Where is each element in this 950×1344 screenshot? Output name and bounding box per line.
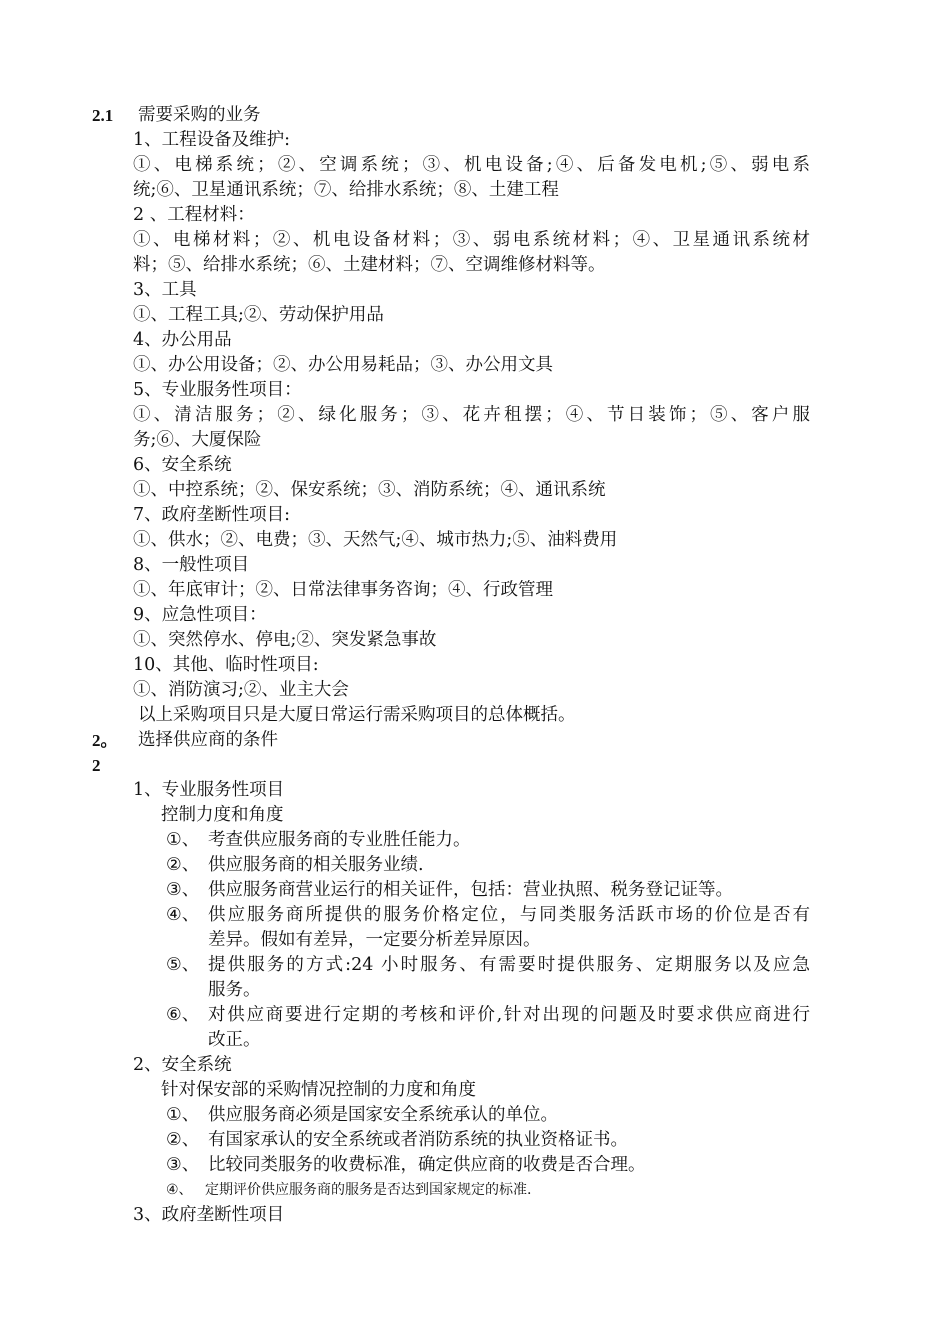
- point-marker: ④、: [166, 1182, 193, 1198]
- section-number-continued: 2: [92, 756, 101, 775]
- point-text: 供应服务商必须是国家安全系统承认的单位。: [208, 1105, 558, 1125]
- item-label: 10、其他、临时性项目:: [133, 655, 319, 675]
- item-label: 2 、工程材料：: [133, 205, 255, 225]
- subsection-intro: 控制力度和角度: [161, 805, 284, 825]
- point-text-continued: 差异。假如有差异，一定要分析差异原因。: [208, 930, 541, 950]
- point-text: 提供服务的方式:24 小时服务、有需要时提供服务、定期服务以及应急: [208, 955, 810, 975]
- point-marker: ②、: [166, 855, 200, 875]
- point-marker: ①、: [166, 1105, 200, 1125]
- item-label: 5、专业服务性项目：: [133, 380, 302, 400]
- item-detail: ①、消防演习;②、业主大会: [133, 680, 349, 700]
- section-title: 需要采购的业务: [138, 105, 261, 125]
- item-detail: ①、中控系统；②、保安系统；③、消防系统；④、通讯系统: [133, 480, 606, 500]
- item-label: 1、工程设备及维护:: [133, 130, 291, 150]
- point-text: 供应服务商的相关服务业绩.: [208, 855, 424, 875]
- point-text: 定期评价供应服务商的服务是否达到国家规定的标准.: [205, 1182, 532, 1198]
- point-marker: ⑥、: [166, 1005, 200, 1025]
- item-detail: ①、清洁服务；②、绿化服务；③、花卉租摆；④、节日装饰；⑤、客户服: [133, 405, 810, 425]
- point-text: 供应服务商营业运行的相关证件，包括：营业执照、税务登记证等。: [208, 880, 733, 900]
- section-number: 2.1: [92, 106, 114, 125]
- point-marker: ④、: [166, 905, 200, 925]
- point-text-continued: 服务。: [208, 980, 261, 1000]
- point-marker: ③、: [166, 880, 200, 900]
- section-title: 选择供应商的条件: [138, 730, 278, 750]
- point-marker: ③、: [166, 1155, 200, 1175]
- item-detail: 料；⑤、给排水系统；⑥、土建材料；⑦、空调维修材料等。: [133, 255, 606, 275]
- item-detail: ①、电梯材料；②、机电设备材料；③、弱电系统材料；④、卫星通讯系统材: [133, 230, 810, 250]
- item-label: 6、安全系统: [133, 455, 232, 475]
- point-text: 有国家承认的安全系统或者消防系统的执业资格证书。: [208, 1130, 628, 1150]
- section-summary: 以上采购项目只是大厦日常运行需采购项目的总体概括。: [138, 705, 576, 725]
- item-label: 4、办公用品: [133, 330, 232, 350]
- item-detail: 统;⑥、卫星通讯系统；⑦、给排水系统；⑧、土建工程: [133, 180, 559, 200]
- item-label: 8、一般性项目: [133, 555, 250, 575]
- item-label: 9、应急性项目：: [133, 605, 267, 625]
- item-label: 3、工具: [133, 280, 197, 300]
- subsection-label: 1、专业服务性项目: [133, 780, 285, 800]
- item-detail: 务;⑥、大厦保险: [133, 430, 262, 450]
- point-marker: ②、: [166, 1130, 200, 1150]
- section-number: 2。: [92, 731, 118, 750]
- point-text: 对供应商要进行定期的考核和评价,针对出现的问题及时要求供应商进行: [208, 1005, 810, 1025]
- point-text: 供应服务商所提供的服务价格定位，与同类服务活跃市场的价位是否有: [208, 905, 810, 925]
- item-label: 7、政府垄断性项目:: [133, 505, 291, 525]
- item-detail: ①、突然停水、停电;②、突发紧急事故: [133, 630, 437, 650]
- point-text-continued: 改正。: [208, 1030, 261, 1050]
- item-detail: ①、工程工具;②、劳动保护用品: [133, 305, 384, 325]
- item-detail: ①、供水；②、电费；③、天然气;④、城市热力;⑤、油料费用: [133, 530, 618, 550]
- item-detail: ①、电梯系统；②、空调系统；③、机电设备;④、后备发电机;⑤、弱电系: [133, 155, 810, 175]
- item-detail: ①、年底审计；②、日常法律事务咨询；④、行政管理: [133, 580, 553, 600]
- point-marker: ⑤、: [166, 955, 200, 975]
- subsection-intro: 针对保安部的采购情况控制的力度和角度: [161, 1080, 476, 1100]
- item-detail: ①、办公用设备；②、办公用易耗品；③、办公用文具: [133, 355, 553, 375]
- point-marker: ①、: [166, 830, 200, 850]
- subsection-label: 3、政府垄断性项目: [133, 1205, 285, 1225]
- point-text: 比较同类服务的收费标准，确定供应商的收费是否合理。: [208, 1155, 646, 1175]
- point-text: 考查供应服务商的专业胜任能力。: [208, 830, 471, 850]
- subsection-label: 2、安全系统: [133, 1055, 232, 1075]
